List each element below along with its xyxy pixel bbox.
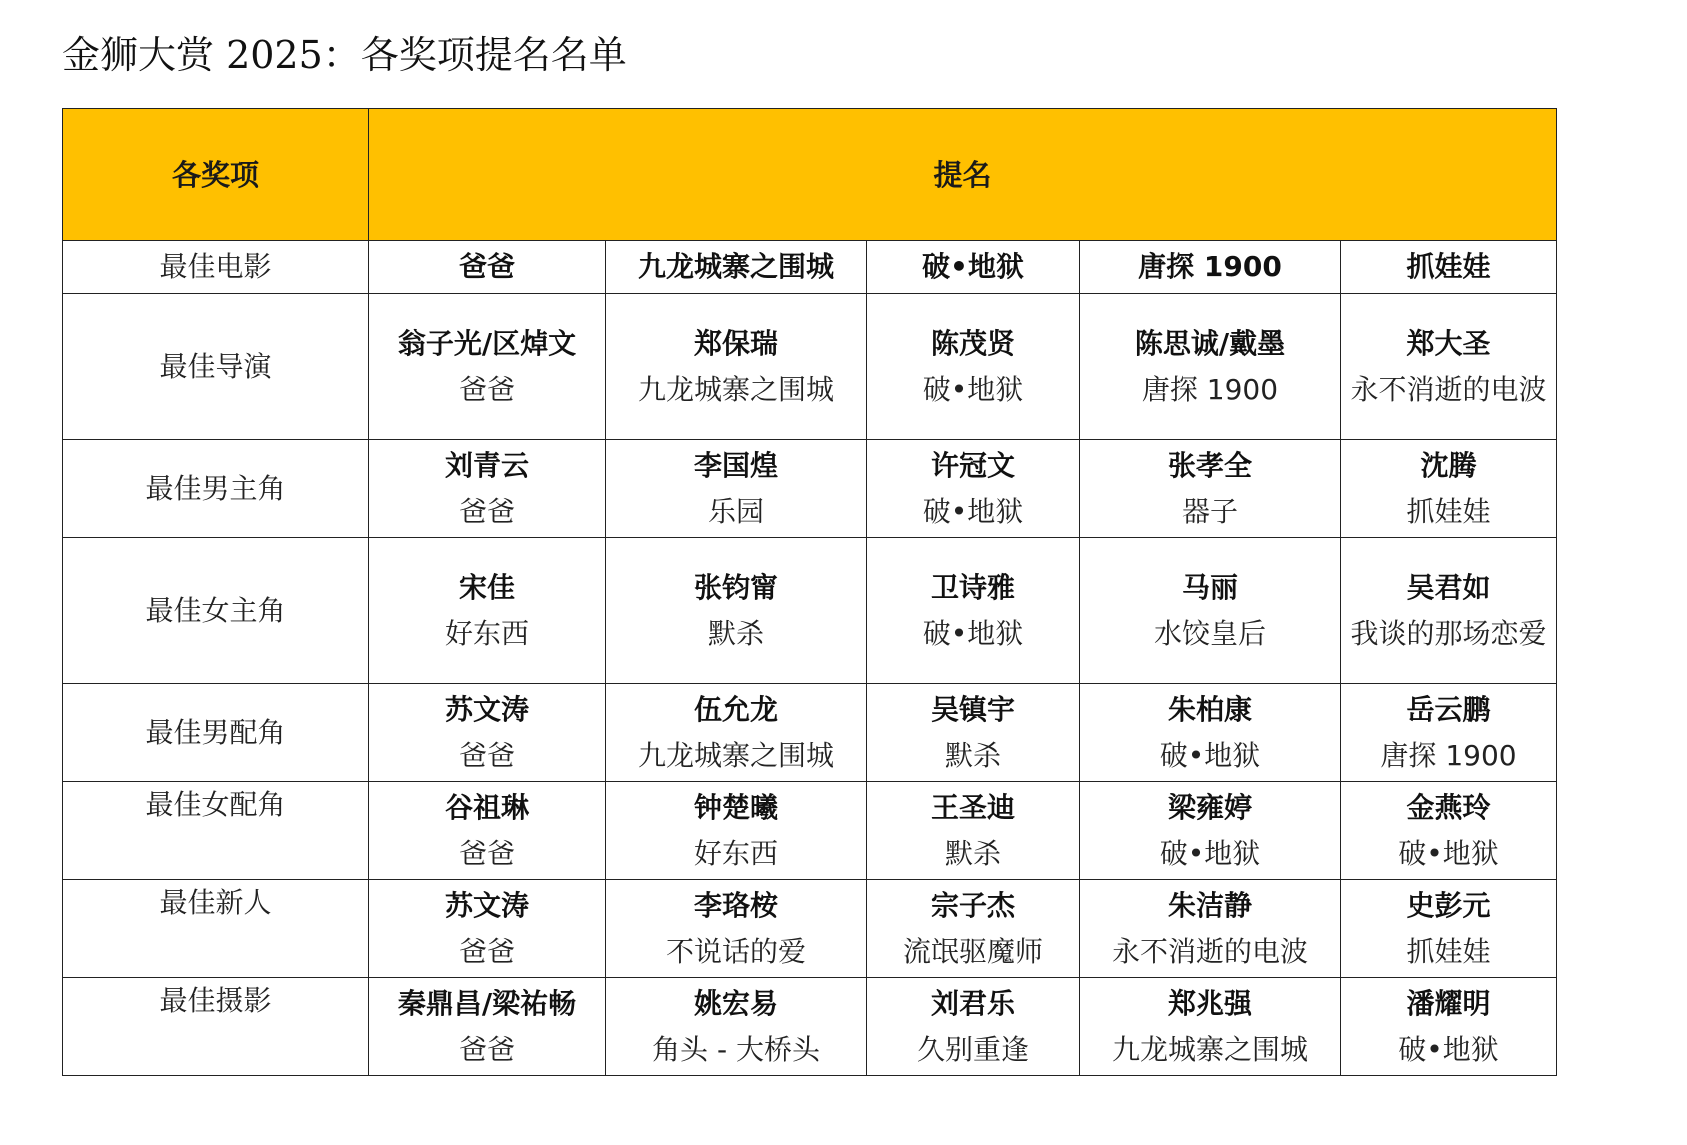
nominee-cell — [867, 241, 1080, 294]
nominee-cell — [1341, 538, 1557, 684]
nominee-film: 破•地狱 — [1159, 836, 1261, 870]
nominee-cell — [1341, 241, 1557, 294]
nominee-film: 默杀 — [707, 616, 764, 650]
film-title: 破•地狱 — [922, 250, 1024, 283]
table-row-best-film — [63, 241, 1557, 294]
nominee-film: 抓娃娃 — [1406, 934, 1491, 968]
nominee-name: 岳云鹏 — [1406, 692, 1491, 726]
header-nominees: 提名 — [369, 109, 1557, 241]
page-title: 金狮大赏 2025：各奖项提名名单 — [62, 33, 627, 77]
nominee-film: 永不消逝的电波 — [1111, 934, 1308, 968]
table-row-best-actor — [63, 440, 1557, 538]
nominee-name: 钟楚曦 — [693, 790, 778, 824]
nominee-name: 陈思诚/戴墨 — [1134, 326, 1286, 360]
nominee-cell — [606, 440, 867, 538]
nominee-film: 好东西 — [444, 616, 529, 650]
nominee-film: 流氓驱魔师 — [902, 934, 1043, 968]
nominee-name: 宋佳 — [458, 570, 515, 604]
nominee-film: 破•地狱 — [1398, 1032, 1499, 1066]
nominee-cell — [1341, 294, 1557, 440]
nominee-name: 翁子光/区焯文 — [397, 326, 577, 360]
nominee-film: 破•地狱 — [1398, 836, 1499, 870]
nominee-cell — [369, 782, 606, 880]
category-cell: 最佳女主角 — [63, 538, 369, 684]
nominee-cell — [606, 294, 867, 440]
category-cell: 最佳新人 — [63, 880, 369, 978]
nominee-film: 爸爸 — [458, 738, 515, 772]
nominee-name: 朱柏康 — [1167, 692, 1252, 726]
category-cell: 最佳男主角 — [63, 440, 369, 538]
film-title: 九龙城寨之围城 — [637, 250, 834, 283]
nominee-name: 吴镇宇 — [930, 692, 1015, 726]
nominee-name: 张孝全 — [1167, 448, 1252, 482]
nominee-name: 梁雍婷 — [1167, 790, 1252, 824]
nominee-film: 唐探 1900 — [1380, 738, 1517, 772]
nominee-film: 九龙城寨之围城 — [637, 372, 834, 406]
nominee-cell — [1080, 538, 1341, 684]
nominee-film: 爸爸 — [458, 494, 515, 528]
nominee-cell — [867, 880, 1080, 978]
film-title: 抓娃娃 — [1406, 250, 1491, 283]
nominee-film: 我谈的那场恋爱 — [1350, 616, 1547, 650]
nominee-name: 刘青云 — [444, 448, 529, 482]
nominee-cell — [369, 880, 606, 978]
nominee-name: 苏文涛 — [444, 888, 529, 922]
nominee-name: 秦鼎昌/梁祐畅 — [397, 986, 577, 1020]
film-title: 唐探 1900 — [1138, 250, 1282, 283]
nominee-name: 潘耀明 — [1406, 986, 1491, 1020]
nominee-cell — [1080, 782, 1341, 880]
nominee-name: 李珞桉 — [693, 888, 778, 922]
nominee-name: 史彭元 — [1406, 888, 1491, 922]
header-category: 各奖项 — [63, 109, 369, 241]
nominee-cell — [606, 684, 867, 782]
nominee-cell — [369, 440, 606, 538]
nominee-film: 乐园 — [707, 494, 764, 528]
nominee-film: 破•地狱 — [922, 494, 1024, 528]
nominee-cell — [1080, 241, 1341, 294]
nominee-cell — [369, 978, 606, 1076]
table-header-row — [63, 109, 1557, 241]
nominee-cell — [1080, 294, 1341, 440]
nominee-cell — [606, 241, 867, 294]
nominee-film: 默杀 — [944, 738, 1001, 772]
nominee-cell — [867, 978, 1080, 1076]
nominee-cell — [1341, 880, 1557, 978]
nominee-film: 破•地狱 — [1159, 738, 1261, 772]
nominee-name: 苏文涛 — [444, 692, 529, 726]
nominee-cell — [1341, 978, 1557, 1076]
nominee-film: 器子 — [1181, 494, 1238, 528]
nominations-table — [62, 108, 1557, 1076]
nominee-name: 许冠文 — [930, 448, 1015, 482]
nominee-cell — [867, 440, 1080, 538]
nominee-film: 破•地狱 — [922, 372, 1024, 406]
nominee-film: 唐探 1900 — [1141, 372, 1279, 406]
nominee-name: 宗子杰 — [930, 888, 1015, 922]
nominee-cell — [369, 538, 606, 684]
nominee-film: 爸爸 — [458, 836, 515, 870]
nominee-cell — [1341, 684, 1557, 782]
nominee-cell — [867, 782, 1080, 880]
nominee-name: 吴君如 — [1406, 570, 1491, 604]
nominee-cell — [867, 538, 1080, 684]
nominee-cell — [369, 684, 606, 782]
nominee-name: 刘君乐 — [930, 986, 1015, 1020]
nominee-name: 朱洁静 — [1167, 888, 1252, 922]
nominee-name: 王圣迪 — [930, 790, 1015, 824]
nominee-film: 久别重逢 — [916, 1032, 1029, 1066]
nominee-cell — [867, 294, 1080, 440]
table-row-best-new-performer — [63, 880, 1557, 978]
nominee-cell — [369, 294, 606, 440]
category-cell: 最佳女配角 — [63, 782, 369, 880]
nominee-film: 永不消逝的电波 — [1350, 372, 1547, 406]
nominee-cell — [867, 684, 1080, 782]
nominee-cell — [1341, 782, 1557, 880]
nominee-cell — [606, 538, 867, 684]
nominee-cell — [1080, 440, 1341, 538]
nominee-name: 郑兆强 — [1167, 986, 1252, 1020]
nominee-name: 姚宏易 — [693, 986, 778, 1020]
nominee-film: 不说话的爱 — [665, 934, 806, 968]
category-cell: 最佳导演 — [63, 294, 369, 440]
nominee-film: 爸爸 — [458, 934, 515, 968]
nominee-film: 抓娃娃 — [1406, 494, 1491, 528]
category-cell: 最佳男配角 — [63, 684, 369, 782]
nominee-name: 马丽 — [1181, 570, 1238, 604]
category-cell: 最佳摄影 — [63, 978, 369, 1076]
nominee-name: 张钧甯 — [693, 570, 778, 604]
category-cell: 最佳电影 — [63, 241, 369, 294]
nominee-cell — [606, 978, 867, 1076]
nominee-name: 沈腾 — [1420, 448, 1477, 482]
nominee-cell — [1341, 440, 1557, 538]
nominee-cell — [1080, 978, 1341, 1076]
nominee-film: 默杀 — [944, 836, 1001, 870]
nominee-name: 卫诗雅 — [930, 570, 1015, 604]
nominee-name: 金燕玲 — [1406, 790, 1491, 824]
nominee-film: 好东西 — [693, 836, 778, 870]
nominee-cell — [369, 241, 606, 294]
nominee-film: 九龙城寨之围城 — [1111, 1032, 1308, 1066]
nominee-cell — [1080, 684, 1341, 782]
nominee-name: 陈茂贤 — [930, 326, 1015, 360]
table-row-best-supporting-actress — [63, 782, 1557, 880]
table-row-best-director — [63, 294, 1557, 440]
nominee-film: 九龙城寨之围城 — [637, 738, 834, 772]
nominee-name: 谷祖琳 — [444, 790, 529, 824]
nominee-cell — [606, 782, 867, 880]
table-row-best-supporting-actor — [63, 684, 1557, 782]
nominee-film: 角头 - 大桥头 — [652, 1032, 820, 1066]
table-row-best-actress — [63, 538, 1557, 684]
nominee-cell — [606, 880, 867, 978]
nominee-name: 郑保瑞 — [693, 326, 778, 360]
nominee-name: 伍允龙 — [693, 692, 778, 726]
nominee-name: 李国煌 — [693, 448, 778, 482]
nominee-film: 爸爸 — [458, 1032, 515, 1066]
nominee-film: 破•地狱 — [922, 616, 1024, 650]
film-title: 爸爸 — [458, 250, 515, 283]
table-row-best-cinematography — [63, 978, 1557, 1076]
nominee-name: 郑大圣 — [1406, 326, 1491, 360]
nominee-film: 水饺皇后 — [1153, 616, 1266, 650]
nominee-cell — [1080, 880, 1341, 978]
nominee-film: 爸爸 — [458, 372, 515, 406]
